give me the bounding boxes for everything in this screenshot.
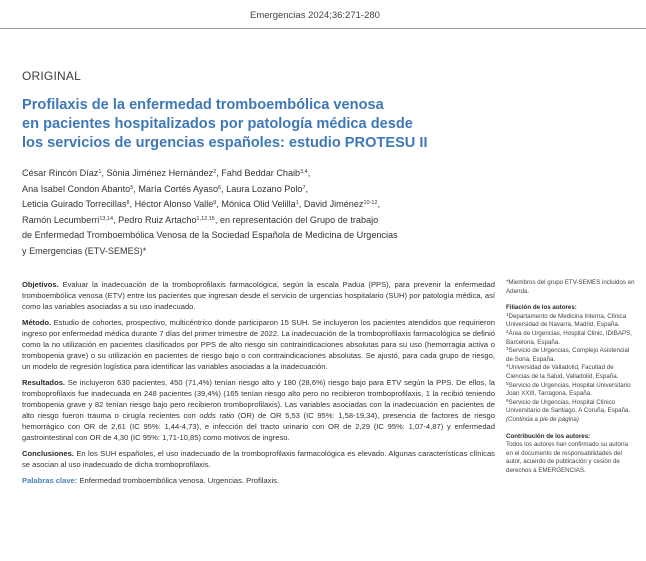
affiliation-text: Servicio de Urgencias, Hospital Clínico Universitario de Santiago, A Coruña, España. (506, 398, 631, 415)
method-label: Método. (22, 318, 52, 327)
author-name: Ramón Lecumberri (22, 214, 100, 225)
author-name: , Fahd Beddar Chaib (216, 168, 301, 178)
affiliation-ref: 7 (302, 184, 306, 191)
affiliation-number: 4 (506, 363, 509, 369)
affiliation-ref: 8 (126, 200, 130, 207)
author-line (22, 197, 522, 213)
author-list (22, 166, 522, 260)
author-name: y Emergencias (ETV-SEMES)* (22, 245, 147, 256)
abstract (22, 279, 495, 491)
author-name: , Pedro Ruiz Artacho (113, 214, 197, 225)
affiliation-number: 5 (506, 380, 509, 386)
author-name: , David Jiménez (298, 199, 364, 210)
affiliation-item (506, 330, 636, 347)
author-line (22, 166, 522, 182)
affiliation-number: 2 (506, 328, 509, 334)
sidebar-notes (506, 279, 636, 475)
affiliation-text: Departamento de Medicina Interna, Clínica Universidad de Navarra, Madrid, España. (506, 312, 627, 329)
affiliation-text: Universidad de Valladolid, Facultad de Ciencias de la Salud, Valladolid, España. (506, 364, 619, 380)
affiliation-ref: 1 (98, 169, 102, 175)
keywords-label: Palabras clave: (22, 476, 78, 485)
author-name: , (307, 168, 311, 178)
keywords (22, 475, 495, 486)
author-name: , Laura Lozano Polo (221, 183, 303, 194)
members-note: *Miembros del grupo ETV-SEMES incluidos en Adenda. (506, 279, 635, 295)
affiliation-text: Servicio de Urgencias, Hospital Universitario Joan XXIII, Tarragona, España. (506, 381, 631, 398)
affiliation-item (506, 364, 636, 381)
abstract-method (22, 317, 495, 372)
author-line (22, 244, 522, 260)
author-name: de Enfermedad Tromboembólica Venosa de la Sociedad Española de Medicina de Urgencias (22, 230, 398, 241)
results-text-a: Se incluyeron 630 pacientes, 450 (71,4%) tenían riesgo alto y 180 (28,6%) riesgo bajo para ETV según la PPS. De ellos, la tromboprofilaxis fue inadecuada en 248 pacientes (39,4%) (165 tenían riesgo alto pero no recibieron tromboprofilaxis, 1 la recibió teniendo trombopenia grave y 82 tenían riesgo bajo pero recibieron tromboprofilaxis). Las variables asociadas con la inadecuación en pacientes de alto riesgo fueron trauma o cirugía recientes con (22, 378, 495, 420)
contribution-heading: Contribución de los autores: (506, 432, 591, 440)
continues-note: (Continúa a pie de página) (506, 415, 579, 423)
method-text: Estudio de cohortes, prospectivo, multicéntrico donde participaron 15 SUH. Se incluyeron los pacientes atendidos que requirieron ingreso por enfermedad médica durante 7 días del primer trimestre de 2022. La inadecuación de la tromboprofilaxis farmacológica se definió como la no utilización en pacientes clasificados por PPS de alto riesgo sin contraindicaciones absolutas para su uso (hemorragia activa o trombopenia grave) o su utilización en pacientes de riesgo bajo o con contraindicaciones absolutas. Se ajustó, para cada grupo de riesgo, un modelo de regresión logística para identificar las variables asociadas a la inadecuación. (22, 318, 495, 371)
header-rule (0, 28, 646, 29)
title-line: Profilaxis de la enfermedad tromboembólica venosa (22, 97, 384, 113)
results-text-b: (OR) de OR 5,53 (IC 95%: 1,58-19,34), presencia de factores de riesgo hemorrágico con OR de 2,61 (IC 95%: 1,44-4,73), e infección del tracto urinario con OR de 2,29 (IC 95%: 1,07-4,87) y enfermedad gastrointestinal con OR de 4,30 (IC 95%: 1,71-10,85) como motivos de ingreso. (22, 411, 495, 442)
affiliation-item (506, 399, 636, 416)
section-label: ORIGINAL (22, 69, 81, 83)
affiliation-ref: 1 (295, 200, 299, 207)
affiliation-list (506, 313, 636, 416)
article-title (22, 96, 522, 153)
affiliation-ref: 5 (130, 184, 134, 191)
affiliation-ref: 1,12,15 (196, 215, 215, 222)
affiliation-text: Área de Urgencias, Hospital Clinic, IDIBAPS, Barcelona, España. (506, 329, 632, 346)
author-line (22, 213, 522, 229)
author-name: Ana Isabel Condon Abanto (22, 183, 131, 194)
affiliation-ref: 9 (213, 200, 217, 207)
results-label: Resultados. (22, 378, 66, 387)
author-name: , en representación del Grupo de trabajo (214, 214, 379, 225)
keywords-text: Enfermedad tromboembólica venosa. Urgencias. Profilaxis. (79, 476, 280, 485)
author-name: , María Cortés Ayaso (133, 183, 219, 194)
affiliation-item (506, 382, 636, 399)
objectives-label: Objetivos. (22, 280, 59, 289)
title-line: en pacientes hospitalizados por patología médica desde (22, 116, 413, 132)
author-name: , Mónica Olid Velilla (216, 199, 296, 210)
author-name: , Sònia Jiménez Hernández (101, 168, 214, 178)
abstract-objectives (22, 279, 495, 312)
author-name: César Rincón Díaz (22, 168, 99, 178)
affiliation-ref: 13,14 (99, 215, 114, 222)
affiliation-heading: Filiación de los autores: (506, 304, 577, 312)
results-italic: odds ratio (199, 411, 235, 420)
abstract-results (22, 377, 495, 443)
author-name: Leticia Guirado Torrecillas (22, 199, 127, 210)
affiliation-item (506, 347, 636, 364)
journal-citation: Emergencias 2024;36:271-280 (250, 10, 380, 21)
objectives-text: Evaluar la inadecuación de la tromboprofilaxis farmacológica, según la escala Padua (PPS), para prevenir la enfermedad tromboembólica venosa (ETV) entre los pacientes que ingresan desde el servicio de urgencias hospitalario (SUH) por patología médica, así como las variables asociadas a su uso inadecuado. (22, 280, 495, 311)
affiliation-ref: 10-12 (363, 200, 378, 207)
conclusions-text: En los SUH españoles, el uso inadecuado de la tromboprofilaxis farmacológica es elevado. Algunas características clínicas se asocian al uso inadecuado de dicha tromboprofilaxis. (22, 449, 495, 469)
affiliation-ref: 2 (213, 169, 217, 175)
conclusions-label: Conclusiones. (22, 449, 74, 458)
author-name: , Héctor Alonso Valle (129, 199, 214, 210)
author-name: , (377, 199, 381, 210)
author-line (22, 228, 522, 244)
author-line (22, 182, 522, 198)
affiliation-item (506, 313, 636, 330)
affiliation-ref: 6 (218, 184, 222, 191)
affiliation-text: Servicio de Urgencias, Complejo Asistencial de Soria, España. (506, 347, 630, 363)
affiliation-ref: 3,4 (300, 169, 308, 175)
author-name: , (305, 183, 309, 194)
title-line: los servicios de urgencias españoles: estudio PROTESU II (22, 135, 428, 151)
affiliation-number: 6 (506, 397, 509, 403)
contribution-text: Todos los autores han confirmado su autoría en el documento de responsabilidades del autor, acuerdo de publicación y cesión de derechos a EMERGENCIAS. (506, 441, 629, 474)
affiliation-number: 1 (506, 311, 509, 317)
abstract-conclusions (22, 448, 495, 470)
affiliation-number: 3 (506, 346, 509, 352)
